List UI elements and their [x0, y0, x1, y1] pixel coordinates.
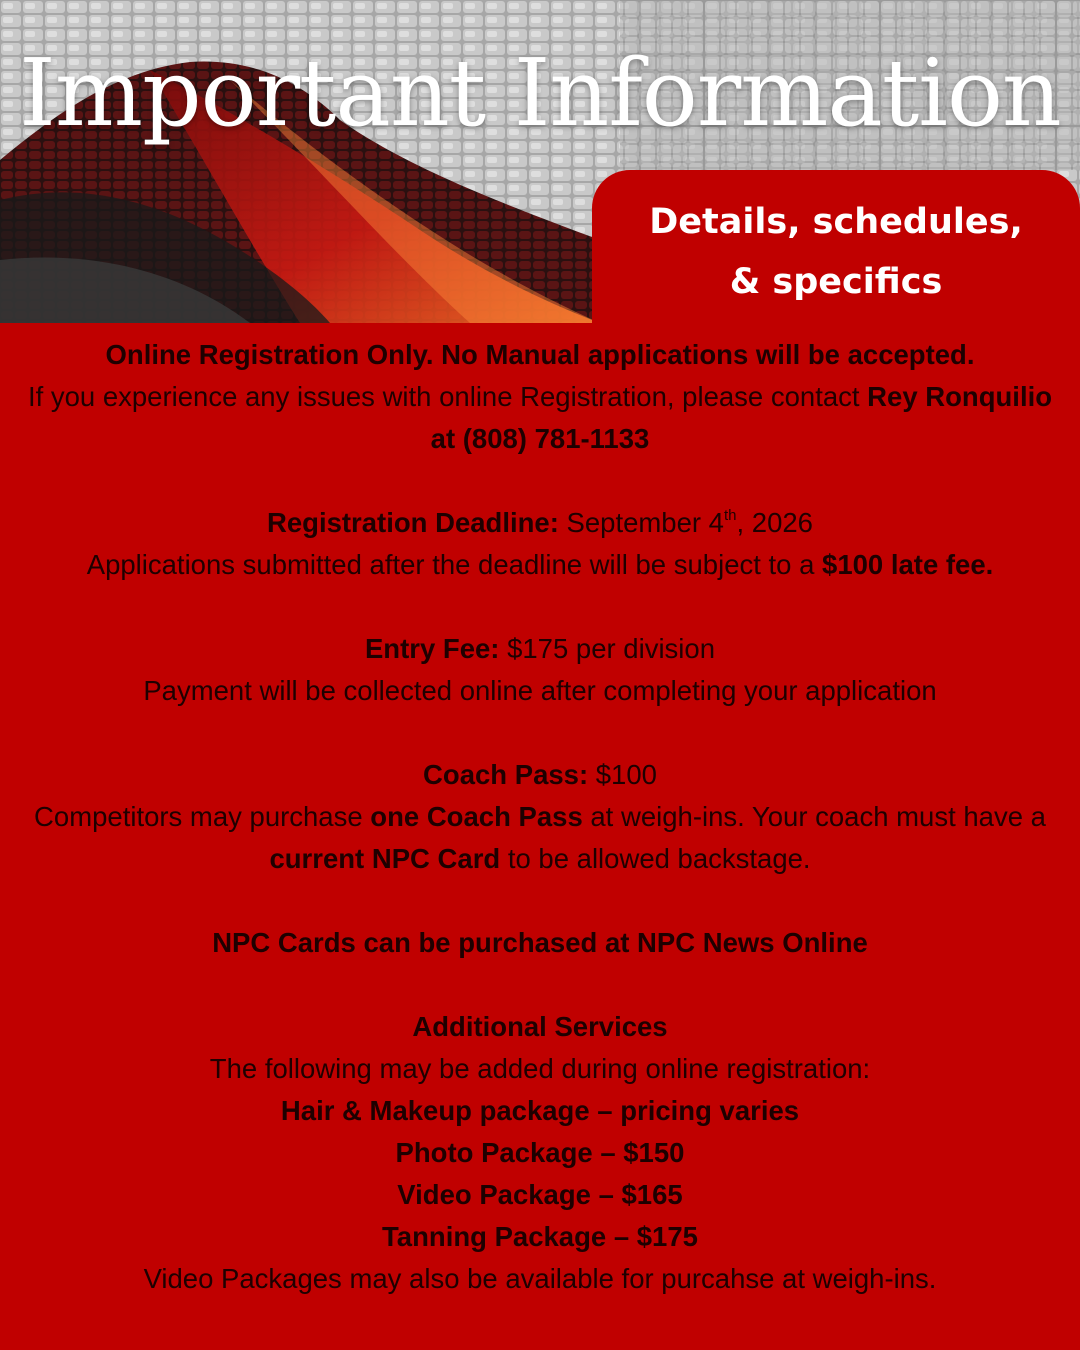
additional-services-title: Additional Services	[412, 1011, 668, 1042]
package-photo: Photo Package – $150	[395, 1137, 685, 1168]
package-tanning: Tanning Package – $175	[382, 1221, 698, 1252]
contact-info: Rey Ronquilio at (808) 781-1133	[430, 381, 1053, 454]
video-package-note: Video Packages may also be available for purcahse at weigh-ins.	[143, 1263, 937, 1294]
late-fee-line	[22, 544, 1058, 586]
mosaic-header-image	[0, 0, 1080, 323]
spacer	[22, 964, 1058, 1006]
spacer	[22, 460, 1058, 502]
issues-text: If you experience any issues with online Registration, please contact	[27, 381, 868, 412]
entry-fee-line	[22, 628, 1058, 670]
spacer	[22, 586, 1058, 628]
tab-subtitle-line-2: & specifics	[729, 262, 943, 302]
additional-services-intro: The following may be added during online registration:	[209, 1053, 871, 1084]
spacer	[22, 880, 1058, 922]
entry-fee-label: Entry Fee:	[364, 633, 500, 664]
online-only-notice: Online Registration Only. No Manual applications will be accepted.	[105, 339, 975, 370]
deadline-date-suffix: th	[723, 507, 737, 524]
coach-pass-value: $100	[588, 759, 657, 790]
deadline-date: September 4	[558, 507, 724, 538]
package-item	[22, 1216, 1058, 1258]
tab-subtitle	[592, 192, 1080, 312]
payment-note: Payment will be collected online after completing your application	[143, 675, 937, 706]
deadline-label: Registration Deadline:	[267, 507, 559, 538]
registration-issues	[22, 376, 1058, 460]
coach-pass-text-2: at weigh-ins. Your coach must have a	[582, 801, 1046, 832]
section-tab	[592, 170, 1080, 323]
package-video: Video Package – $165	[397, 1179, 683, 1210]
tab-subtitle-line-1: Details, schedules,	[649, 202, 1023, 242]
info-content	[0, 334, 1080, 1300]
npc-cards-line	[22, 922, 1058, 964]
page-title: Important Information	[19, 39, 1061, 147]
package-item	[22, 1090, 1058, 1132]
coach-pass-label: Coach Pass:	[423, 759, 589, 790]
coach-pass-details	[22, 796, 1058, 880]
npc-cards-text: NPC Cards can be purchased at NPC News Online	[212, 927, 868, 958]
deadline-line	[22, 502, 1058, 544]
package-hair-makeup: Hair & Makeup package – pricing varies	[280, 1095, 800, 1126]
entry-fee-value: $175 per division	[499, 633, 716, 664]
late-fee-text: Applications submitted after the deadline will be subject to a	[86, 549, 823, 580]
registration-notice	[22, 334, 1058, 376]
coach-pass-text-1: Competitors may purchase	[34, 801, 371, 832]
spacer	[22, 712, 1058, 754]
deadline-year: , 2026	[736, 507, 813, 538]
coach-pass-bold-1: one Coach Pass	[370, 801, 583, 832]
additional-services-heading	[22, 1006, 1058, 1048]
package-item	[22, 1174, 1058, 1216]
coach-pass-bold-2: current NPC Card	[269, 843, 501, 874]
package-item	[22, 1132, 1058, 1174]
coach-pass-line	[22, 754, 1058, 796]
late-fee-amount: $100 late fee.	[822, 549, 994, 580]
coach-pass-text-3: to be allowed backstage.	[500, 843, 811, 874]
